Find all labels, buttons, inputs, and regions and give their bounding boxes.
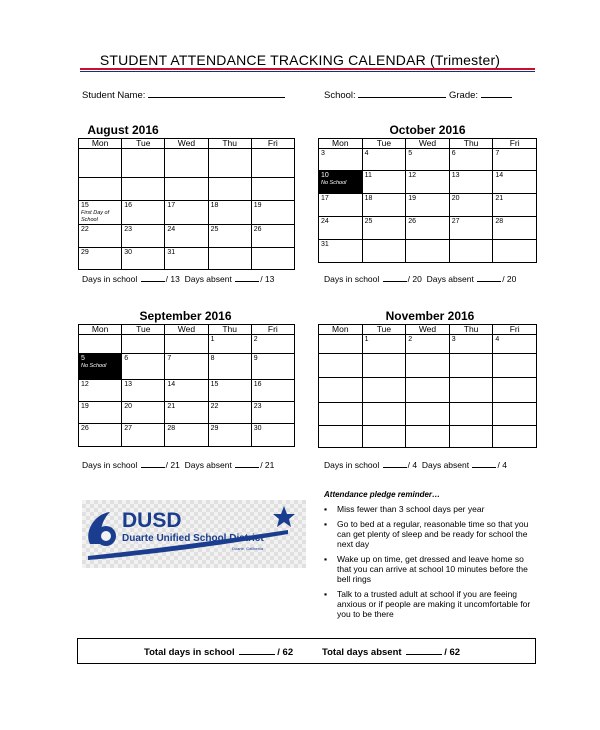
days-in-school-blank[interactable] (141, 460, 165, 468)
calendar-day-cell[interactable] (165, 424, 208, 447)
day-number: 21 (167, 403, 176, 410)
day-number: 19 (253, 202, 262, 209)
calendar-day-cell[interactable] (208, 402, 251, 424)
day-number: 4 (364, 150, 369, 157)
calendar-day-cell[interactable] (79, 424, 122, 447)
day-number: 23 (253, 403, 262, 410)
calendar-day-cell[interactable] (165, 354, 208, 380)
calendar-day-cell[interactable] (493, 426, 537, 448)
student-name-field[interactable] (82, 89, 285, 101)
calendar-day-cell[interactable] (208, 380, 251, 402)
days-in-school-blank[interactable] (383, 460, 407, 468)
calendar-day-cell[interactable] (406, 354, 450, 378)
calendar-day-cell[interactable] (122, 402, 165, 424)
weekday-label: Wed (406, 325, 450, 335)
weekday-header (319, 139, 537, 149)
weekday-label: Tue (122, 139, 165, 149)
days-absent-label: Days absent (184, 274, 232, 284)
day-number: 19 (408, 195, 416, 202)
october-summary (324, 274, 516, 284)
day-number: 9 (253, 355, 258, 362)
school-label: School: (324, 90, 356, 101)
calendar-day-cell[interactable] (449, 426, 493, 448)
calendar-day-cell[interactable] (362, 403, 406, 426)
day-number: 3 (451, 336, 456, 343)
calendar-day-cell[interactable] (251, 424, 294, 447)
day-number: 1 (210, 336, 215, 343)
day-number: 6 (451, 150, 456, 157)
calendar-day-cell[interactable] (493, 149, 537, 171)
calendar-day-cell[interactable] (362, 354, 406, 378)
calendar-day-cell[interactable] (319, 240, 363, 263)
pledge-title: Attendance pledge reminder… (324, 490, 441, 499)
calendar-day-cell[interactable] (165, 402, 208, 424)
day-number: 17 (167, 202, 176, 209)
calendar-day-cell[interactable] (449, 240, 493, 263)
calendar-day-cell[interactable] (362, 378, 406, 403)
day-number: 17 (321, 195, 329, 202)
day-number: 5 (81, 355, 85, 362)
grade-field[interactable] (449, 89, 512, 101)
weekday-header (79, 325, 295, 335)
calendar-day-cell[interactable] (493, 240, 537, 263)
calendar-day-cell[interactable] (165, 225, 208, 248)
october-calendar (318, 138, 537, 263)
day-number: 14 (495, 172, 504, 179)
calendar-day-cell[interactable] (208, 354, 251, 380)
weekday-label: Thu (208, 325, 251, 335)
day-number: 12 (81, 381, 89, 388)
day-number: 13 (124, 381, 132, 388)
days-absent-label: Days absent (426, 274, 474, 284)
day-number: 24 (321, 218, 329, 225)
calendar-day-cell[interactable] (122, 201, 165, 225)
weekday-label: Thu (449, 139, 493, 149)
dusd-logo (82, 500, 306, 568)
calendar-week-row (79, 402, 295, 424)
bullet-icon: ▪ (324, 504, 328, 514)
september-calendar (78, 324, 295, 447)
calendar-week-row (79, 380, 295, 402)
calendar-day-cell[interactable] (79, 402, 122, 424)
school-line[interactable] (358, 89, 446, 98)
days-in-school-blank[interactable] (383, 274, 407, 282)
calendar-day-cell[interactable] (122, 248, 165, 270)
calendar-day-cell[interactable] (319, 217, 363, 240)
calendar-day-cell[interactable] (362, 335, 406, 354)
calendar-week-row (319, 335, 537, 354)
day-note: First Day of School (81, 210, 110, 223)
day-number: 21 (495, 195, 504, 202)
student-name-line[interactable] (148, 89, 285, 98)
calendar-day-cell[interactable] (319, 149, 363, 171)
day-number: 31 (167, 249, 176, 256)
calendar-day-cell[interactable] (122, 225, 165, 248)
september-title: September 2016 (139, 309, 232, 323)
weekday-header (319, 325, 537, 335)
days-absent-blank[interactable] (235, 460, 259, 468)
days-in-school-label: Days in school (82, 274, 138, 284)
calendar-day-cell[interactable] (493, 194, 537, 217)
day-number: 26 (81, 425, 89, 432)
title-rule-red (80, 68, 535, 70)
day-number: 23 (124, 226, 132, 233)
calendar-day-cell[interactable] (449, 354, 493, 378)
calendar-day-cell[interactable] (79, 149, 122, 178)
weekday-label: Fri (493, 325, 537, 335)
weekday-label: Mon (319, 139, 363, 149)
bullet-icon: ▪ (324, 519, 328, 529)
calendar-day-cell[interactable] (362, 194, 406, 217)
calendar-day-cell[interactable] (79, 380, 122, 402)
days-in-school-label: Days in school (324, 460, 380, 470)
day-number: 25 (210, 226, 219, 233)
day-number: 31 (321, 241, 329, 248)
total-absent-value: / 62 (444, 647, 461, 658)
day-number: 13 (451, 172, 460, 179)
calendar-day-cell[interactable] (319, 335, 363, 354)
pledge-item: ▪ Go to bed at a regular, reasonable time so that you can get plenty of sleep and be ready for school the next day (324, 519, 529, 549)
school-field[interactable] (324, 89, 446, 101)
day-number: 3 (321, 150, 325, 157)
totals-box (77, 638, 536, 664)
calendar-day-cell[interactable] (208, 424, 251, 447)
day-number: 28 (495, 218, 504, 225)
calendar-day-cell[interactable] (79, 335, 122, 354)
calendar-day-cell[interactable] (79, 225, 122, 248)
calendar-day-cell[interactable] (319, 426, 363, 448)
calendar-day-cell[interactable] (493, 217, 537, 240)
title-rule-blue (80, 71, 535, 72)
august-summary (82, 274, 274, 284)
weekday-label: Mon (79, 139, 122, 149)
day-number: 15 (210, 381, 219, 388)
bullet-icon: ▪ (324, 589, 328, 599)
calendar-day-cell[interactable] (493, 354, 537, 378)
days-absent-label: Days absent (421, 460, 470, 470)
calendar-day-cell[interactable] (122, 354, 165, 380)
day-number: 12 (408, 172, 416, 179)
calendar-day-cell[interactable] (79, 354, 122, 380)
day-number: 18 (210, 202, 219, 209)
calendar-week-row (79, 178, 295, 201)
weekday-label: Wed (406, 139, 450, 149)
weekday-label: Fri (251, 139, 294, 149)
day-number: 25 (364, 218, 373, 225)
day-number: 11 (364, 172, 372, 179)
calendar-day-cell[interactable] (406, 149, 450, 171)
calendar-day-cell[interactable] (79, 201, 122, 225)
logo-circle-inner (101, 531, 111, 541)
calendar-day-cell[interactable] (122, 335, 165, 354)
days-in-school-label: Days in school (82, 460, 138, 470)
calendar-day-cell[interactable] (165, 149, 208, 178)
august-calendar (78, 138, 295, 270)
calendar-day-cell[interactable] (493, 335, 537, 354)
total-in-school-value: / 62 (277, 647, 294, 658)
calendar-day-cell[interactable] (165, 201, 208, 225)
calendar-day-cell[interactable] (122, 178, 165, 201)
day-number: 16 (124, 202, 132, 209)
total-in-school-blank[interactable] (239, 646, 275, 655)
calendar-day-cell[interactable] (122, 424, 165, 447)
day-number: 10 (321, 172, 329, 179)
calendar-day-cell[interactable] (319, 378, 363, 403)
calendar-day-cell[interactable] (79, 178, 122, 201)
day-number: 26 (408, 218, 416, 225)
calendar-day-cell[interactable] (493, 403, 537, 426)
calendar-day-cell[interactable] (251, 335, 294, 354)
days-in-school-total: / 4 (407, 460, 418, 470)
calendar-day-cell[interactable] (165, 380, 208, 402)
calendar-day-cell[interactable] (493, 378, 537, 403)
day-number: 7 (167, 355, 172, 362)
calendar-day-cell[interactable] (165, 335, 208, 354)
weekday-label: Thu (208, 139, 251, 149)
day-number: 19 (81, 403, 89, 410)
november-summary (324, 460, 507, 470)
days-in-school-label: Days in school (324, 274, 380, 284)
weekday-label: Tue (362, 139, 406, 149)
days-in-school-total: / 13 (165, 274, 180, 284)
weekday-header (79, 139, 295, 149)
calendar-day-cell[interactable] (449, 403, 493, 426)
grade-line[interactable] (481, 89, 512, 98)
star-icon (273, 506, 295, 527)
day-number: 7 (495, 150, 500, 157)
calendar-week-row (319, 171, 537, 194)
days-absent-total: / 20 (502, 274, 517, 284)
days-absent-total: / 13 (260, 274, 275, 284)
calendar-day-cell[interactable] (449, 149, 493, 171)
days-in-school-total: / 21 (165, 460, 180, 470)
calendar-day-cell[interactable] (122, 149, 165, 178)
weekday-label: Mon (79, 325, 122, 335)
logo-dusd-text: DUSD (122, 509, 182, 532)
page-title: STUDENT ATTENDANCE TRACKING CALENDAR (Trimester) (99, 52, 501, 68)
total-in-school-label: Total days in school (144, 647, 235, 658)
calendar-day-cell[interactable] (165, 248, 208, 270)
weekday-label: Wed (165, 325, 208, 335)
weekday-label: Tue (362, 325, 406, 335)
september-summary (82, 460, 274, 470)
day-number: 24 (167, 226, 176, 233)
calendar-week-row (319, 217, 537, 240)
day-number: 1 (364, 336, 369, 343)
calendar-day-cell[interactable] (319, 194, 363, 217)
day-number: 2 (408, 336, 413, 343)
calendar-week-row (79, 225, 295, 248)
pledge-item: ▪ Talk to a trusted adult at school if you are feeing anxious or if people are making it uncomfortable for you to be there (324, 589, 531, 619)
calendar-day-cell[interactable] (208, 225, 251, 248)
day-number: 29 (210, 425, 219, 432)
weekday-label: Thu (449, 325, 493, 335)
calendar-day-cell[interactable] (406, 171, 450, 194)
calendar-week-row (319, 354, 537, 378)
day-number: 26 (253, 226, 262, 233)
calendar-day-cell[interactable] (251, 201, 294, 225)
day-number: 28 (167, 425, 176, 432)
day-number: 27 (124, 425, 132, 432)
day-number: 20 (124, 403, 132, 410)
day-number: 22 (210, 403, 219, 410)
day-number: 6 (124, 355, 129, 362)
calendar-day-cell[interactable] (251, 225, 294, 248)
calendar-week-row (79, 201, 295, 225)
calendar-day-cell[interactable] (319, 354, 363, 378)
logo-location-text: Duarte, California (232, 546, 264, 551)
day-number: 30 (253, 425, 262, 432)
days-in-school-total: / 20 (407, 274, 422, 284)
calendar-day-cell[interactable] (122, 380, 165, 402)
calendar-day-cell[interactable] (319, 171, 363, 194)
calendar-week-row (319, 194, 537, 217)
calendar-day-cell[interactable] (362, 171, 406, 194)
calendar-day-cell[interactable] (406, 378, 450, 403)
days-absent-label: Days absent (184, 460, 232, 470)
pledge-item: ▪ Wake up on time, get dressed and leave home so that you can arrive at school 10 minutes before the bell rings (324, 554, 528, 584)
calendar-day-cell[interactable] (362, 149, 406, 171)
day-number: 30 (124, 249, 132, 256)
total-absent-label: Total days absent (322, 647, 402, 658)
day-number: 15 (81, 202, 89, 209)
calendar-day-cell[interactable] (251, 354, 294, 380)
day-number: 29 (81, 249, 89, 256)
weekday-label: Fri (251, 325, 294, 335)
logo-district-text: Duarte Unified School District (122, 533, 264, 544)
calendar-week-row (319, 403, 537, 426)
calendar-day-cell[interactable] (208, 335, 251, 354)
calendar-day-cell[interactable] (406, 194, 450, 217)
calendar-day-cell[interactable] (449, 335, 493, 354)
calendar-day-cell[interactable] (79, 248, 122, 270)
calendar-day-cell[interactable] (251, 380, 294, 402)
weekday-label: Tue (122, 325, 165, 335)
calendar-week-row (79, 149, 295, 178)
days-absent-total: / 21 (260, 460, 275, 470)
calendar-week-row (319, 378, 537, 403)
pledge-item: ▪ Miss fewer than 3 school days per year (324, 504, 485, 514)
calendar-day-cell[interactable] (406, 217, 450, 240)
november-calendar (318, 324, 537, 448)
day-number: 4 (495, 336, 500, 343)
calendar-day-cell[interactable] (165, 178, 208, 201)
days-absent-total: / 4 (497, 460, 507, 470)
november-title: November 2016 (385, 309, 475, 323)
total-absent-blank[interactable] (406, 646, 442, 655)
day-number: 27 (451, 218, 460, 225)
calendar-week-row (79, 424, 295, 447)
weekday-label: Fri (493, 139, 537, 149)
total-in-school (144, 646, 293, 658)
calendar-day-cell[interactable] (406, 403, 450, 426)
grade-label: Grade: (449, 90, 479, 101)
dusd-logo-graphic (82, 500, 306, 568)
calendar-day-cell[interactable] (362, 217, 406, 240)
calendar-day-cell[interactable] (493, 171, 537, 194)
bullet-icon: ▪ (324, 554, 328, 564)
calendar-day-cell[interactable] (406, 335, 450, 354)
calendar-week-row (79, 354, 295, 380)
day-number: 20 (451, 195, 460, 202)
calendar-week-row (319, 149, 537, 171)
calendar-day-cell[interactable] (449, 217, 493, 240)
august-title: August 2016 (87, 123, 159, 137)
day-number: 14 (167, 381, 176, 388)
october-title: October 2016 (389, 123, 466, 137)
calendar-day-cell[interactable] (362, 240, 406, 263)
calendar-day-cell[interactable] (251, 178, 294, 201)
calendar-day-cell[interactable] (449, 194, 493, 217)
pledge-list (324, 504, 539, 624)
calendar-day-cell[interactable] (208, 248, 251, 270)
weekday-label: Mon (319, 325, 363, 335)
student-name-label: Student Name: (82, 90, 146, 101)
total-absent (322, 646, 460, 658)
calendar-day-cell[interactable] (449, 378, 493, 403)
day-number: 22 (81, 226, 89, 233)
calendar-day-cell[interactable] (251, 402, 294, 424)
calendar-day-cell[interactable] (406, 240, 450, 263)
calendar-day-cell[interactable] (362, 426, 406, 448)
days-absent-blank[interactable] (477, 274, 501, 282)
day-number: 5 (408, 150, 413, 157)
calendar-week-row (319, 426, 537, 448)
weekday-label: Wed (165, 139, 208, 149)
calendar-day-cell[interactable] (449, 171, 493, 194)
calendar-week-row (319, 240, 537, 263)
calendar-day-cell[interactable] (251, 149, 294, 178)
day-number: 2 (253, 336, 258, 343)
day-number: 8 (210, 355, 215, 362)
calendar-week-row (79, 248, 295, 270)
calendar-day-cell[interactable] (208, 149, 251, 178)
calendar-day-cell[interactable] (406, 426, 450, 448)
calendar-week-row (79, 335, 295, 354)
day-number: 18 (364, 195, 373, 202)
day-note: No School (321, 180, 347, 186)
day-note: No School (81, 363, 107, 369)
calendar-day-cell[interactable] (251, 248, 294, 270)
calendar-day-cell[interactable] (208, 201, 251, 225)
day-number: 16 (253, 381, 262, 388)
calendar-day-cell[interactable] (208, 178, 251, 201)
calendar-day-cell[interactable] (319, 403, 363, 426)
days-in-school-blank[interactable] (141, 274, 165, 282)
days-absent-blank[interactable] (235, 274, 259, 282)
days-absent-blank[interactable] (472, 460, 496, 468)
